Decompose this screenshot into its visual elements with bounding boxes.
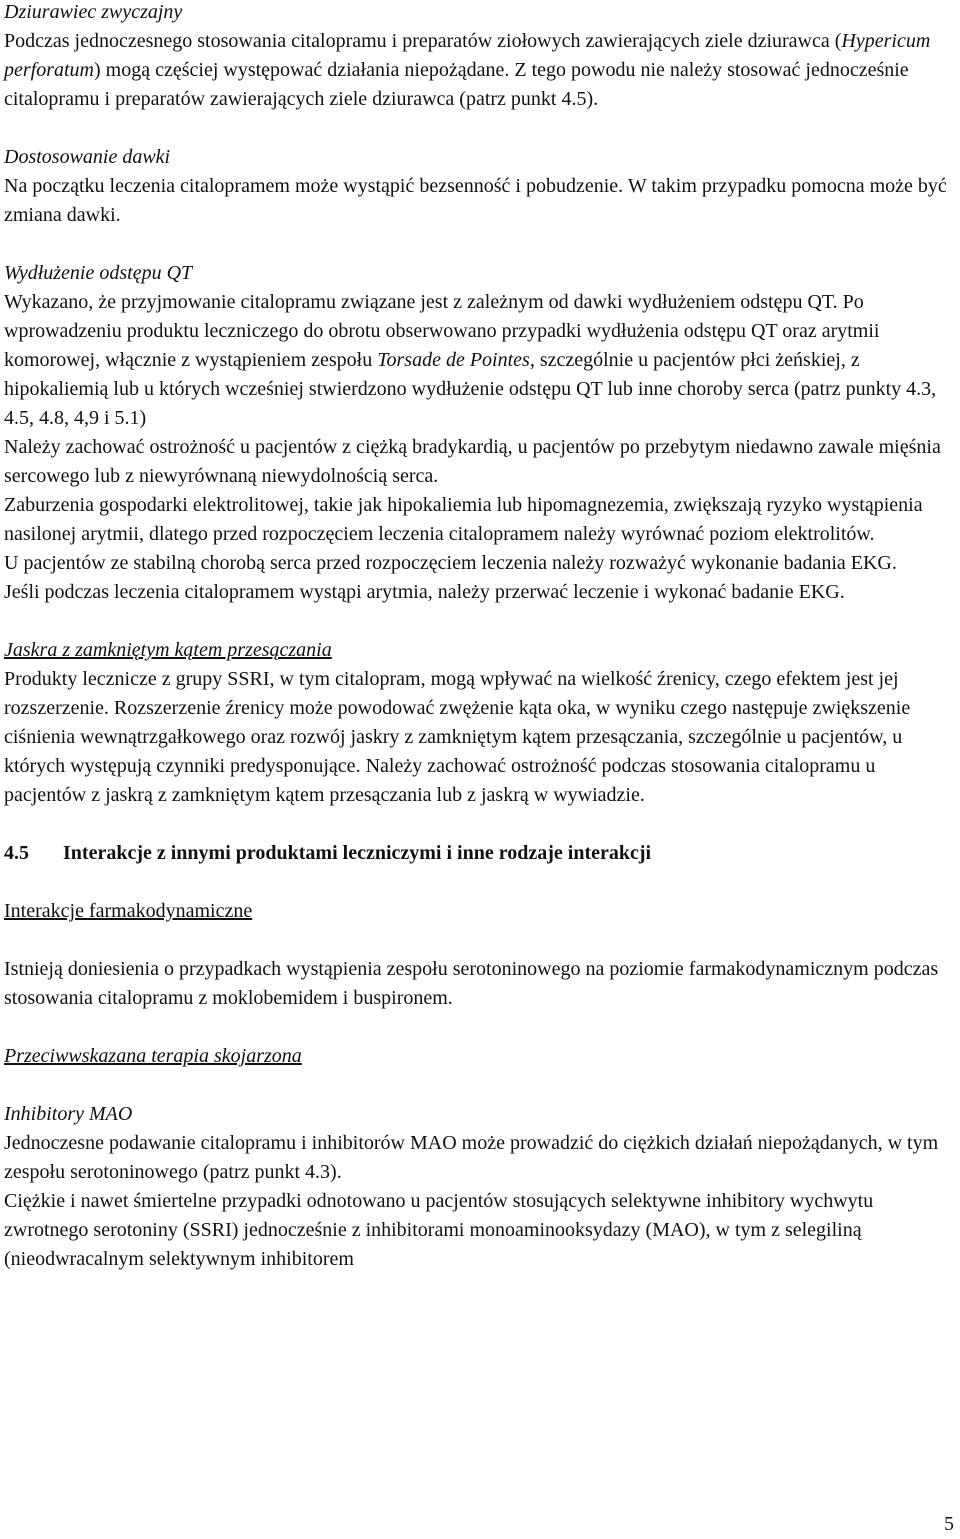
- section-heading-dawki: Dostosowanie dawki: [4, 146, 171, 168]
- section-heading-dziurawiec: Dziurawiec zwyczajny: [4, 1, 183, 23]
- paragraph-text: Wykazano, że przyjmowanie citalopramu związane jest z zależnym od dawki wydłużeniem odstępu QT. Po wprowadzeniu produktu leczniczego do obrotu obserwowano przypadki wydłużenia odstępu QT oraz arytmii komorowej, włącznie z wystąpieniem zespołu: [4, 291, 880, 371]
- document-page: [4, 0, 956, 1274]
- spacer: [4, 1071, 956, 1100]
- subsection-heading-przeciwwskazana: Przeciwwskazana terapia skojarzona: [4, 1045, 302, 1067]
- paragraph-jaskra: Produkty lecznicze z grupy SSRI, w tym citalopram, mogą wpływać na wielkość źrenicy, czego efektem jest jej rozszerzenie. Rozszerzenie źrenicy może powodować zwężenie kąta oka, w wyniku czego następuje zwiększenie ciśnienia wewnątrzgałkowego oraz rozwój jaskry z zamkniętym kątem przesączania, szczególnie u pacjentów, u których występują czynniki predysponujące. Należy zachować ostrożność podczas stosowania citalopramu u pacjentów z jaskrą z zamkniętym kątem przesączania lub z jaskrą w wywiadzie.: [4, 668, 911, 806]
- spacer: [4, 810, 956, 839]
- paragraph-text: , szczególnie u pacjentów płci żeńskiej, z hipokaliemią lub u których wcześniej stwierdzono wydłużenie odstępu QT lub inne choroby serca (patrz punkty 4.3, 4.5, 4.8, 4,9 i 5.1): [4, 349, 937, 429]
- paragraph-qt-5: Jeśli podczas leczenia citalopramem wystąpi arytmia, należy przerwać leczenie i wykonać badanie EKG.: [4, 581, 845, 603]
- paragraph-mao-1: Jednoczesne podawanie citalopramu i inhibitorów MAO może prowadzić do ciężkich działań niepożądanych, w tym zespołu serotoninowego (patrz punkt 4.3).: [4, 1132, 939, 1183]
- subsection-heading-mao: Inhibitory MAO: [4, 1103, 133, 1125]
- page-number: 5: [944, 1513, 954, 1535]
- section-heading-4-5: [4, 839, 956, 868]
- section-heading-qt: Wydłużenie odstępu QT: [4, 262, 193, 284]
- section-title: Interakcje z innymi produktami leczniczymi i inne rodzaje interakcji: [63, 842, 652, 864]
- paragraph-dawki: Na początku leczenia citalopramem może wystąpić bezsenność i pobudzenie. W takim przypadku pomocna może być zmiana dawki.: [4, 175, 947, 226]
- paragraph-dziurawiec: [4, 27, 956, 114]
- paragraph-farmakodynamiczne: Istnieją doniesienia o przypadkach wystąpienia zespołu serotoninowego na poziomie farmakodynamicznym podczas stosowania citalopramu z moklobemidem i buspironem.: [4, 958, 939, 1009]
- subsection-heading-farmakodynamiczne: Interakcje farmakodynamiczne: [4, 900, 253, 922]
- spacer: [4, 230, 956, 259]
- paragraph-qt-1: [4, 288, 956, 433]
- paragraph-qt-2: Należy zachować ostrożność u pacjentów z ciężką bradykardią, u pacjentów po przebytym niedawno zawale mięśnia sercowego lub z niewyrównaną niewydolnością serca.: [4, 436, 941, 487]
- paragraph-mao-2: Ciężkie i nawet śmiertelne przypadki odnotowano u pacjentów stosujących selektywne inhibitory wychwytu zwrotnego serotoniny (SSRI) jednocześnie z inhibitorami monoaminooksydazy (MAO), w tym z selegiliną (nieodwracalnym selektywnym inhibitorem: [4, 1190, 874, 1270]
- spacer: [4, 114, 956, 143]
- spacer: [4, 926, 956, 955]
- syndrome-name: Torsade de Pointes: [377, 349, 530, 371]
- section-heading-jaskra: Jaskra z zamkniętym kątem przesączania: [4, 639, 332, 661]
- paragraph-text: Podczas jednoczesnego stosowania citalopramu i preparatów ziołowych zawierających ziele dziurawca (: [4, 30, 842, 52]
- paragraph-qt-4: U pacjentów ze stabilną chorobą serca przed rozpoczęciem leczenia należy rozważyć wykonanie badania EKG.: [4, 552, 897, 574]
- spacer: [4, 868, 956, 897]
- paragraph-qt-3: Zaburzenia gospodarki elektrolitowej, takie jak hipokaliemia lub hipomagnezemia, zwiększają ryzyko wystąpienia nasilonej arytmii, dlatego przed rozpoczęciem leczenia citalopramem należy wyrównać poziom elektrolitów.: [4, 494, 923, 545]
- paragraph-text: ) mogą częściej występować działania niepożądane. Z tego powodu nie należy stosować jednocześnie citalopramu i preparatów zawierających ziele dziurawca (patrz punkt 4.5).: [4, 59, 909, 110]
- spacer: [4, 607, 956, 636]
- section-number: 4.5: [4, 842, 29, 864]
- latin-name: Hypericum perforatum: [4, 30, 931, 81]
- spacer: [4, 1013, 956, 1042]
